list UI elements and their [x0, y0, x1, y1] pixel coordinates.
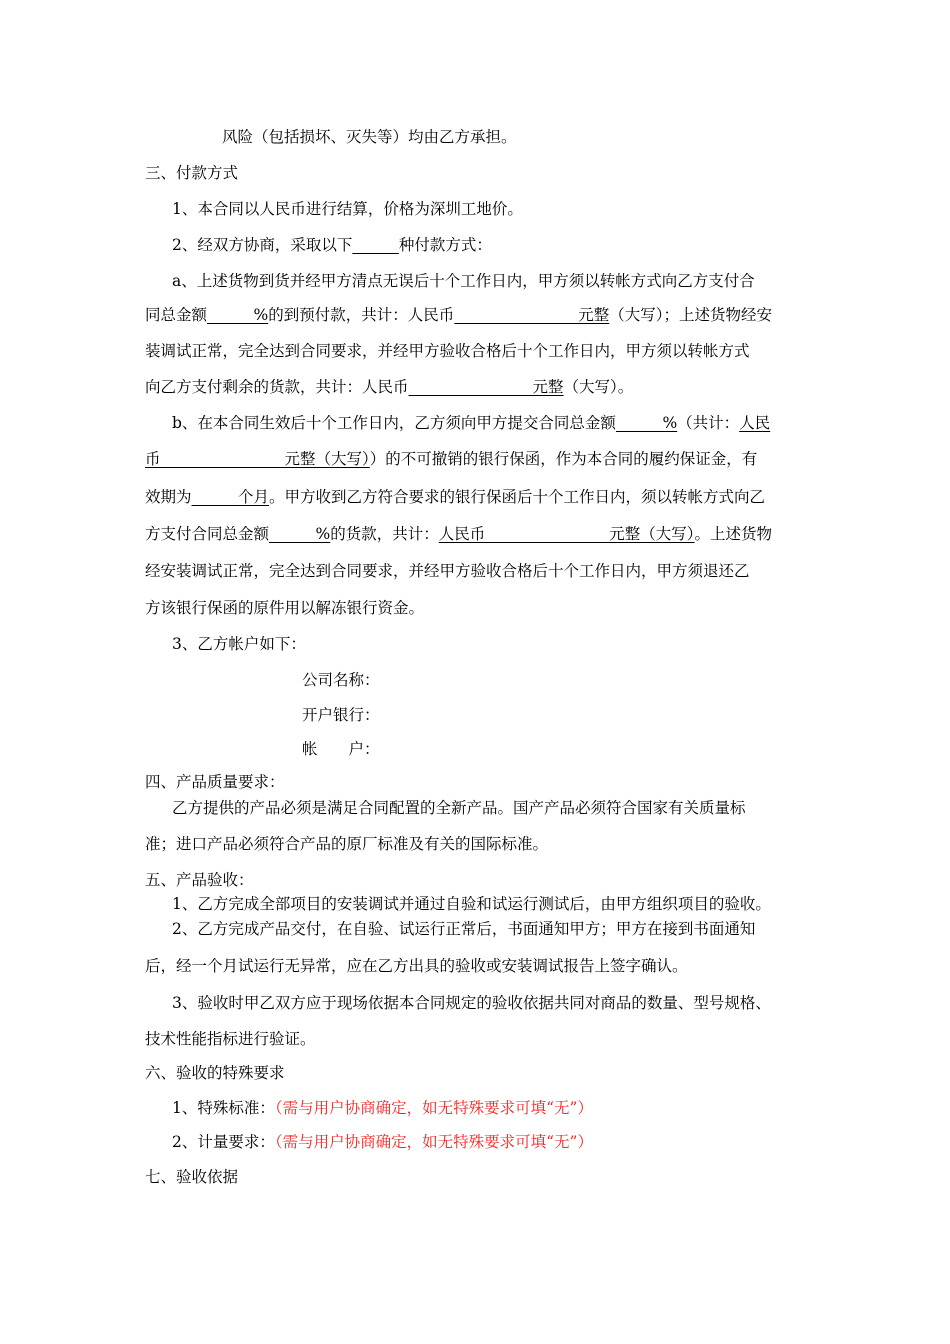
account-field-label: 开户银行： — [302, 706, 380, 724]
section-heading: 六、验收的特殊要求 — [145, 1064, 285, 1082]
blank-field: % — [615, 414, 678, 432]
blank-field: 元整 — [408, 378, 564, 396]
account-field-label: 帐 户： — [302, 740, 380, 758]
section-heading: 五、产品验收： — [145, 871, 254, 889]
red-note: （需与用户协商确定，如无特殊要求可填“无”） — [274, 1099, 593, 1117]
text-line: a、上述货物到货并经甲方清点无误后十个工作日内，甲方须以转帐方式向乙方支付合 — [172, 272, 755, 290]
blank-field: % — [207, 306, 269, 324]
blank-field: % — [269, 525, 331, 543]
text-line: 向乙方支付剩余的货款，共计：人民币 元整（大写）。 — [145, 378, 634, 396]
text-line: 乙方提供的产品必须是满足合同配置的全新产品。国产产品必须符合国家有关质量标 — [172, 799, 746, 817]
text-line: 方该银行保函的原件用以解冻银行资金。 — [145, 599, 425, 617]
text-line: 币 元整（大写））的不可撤销的银行保函，作为本合同的履约保证金，有 — [145, 450, 758, 468]
blank-field: 个月 — [191, 488, 270, 506]
section-heading: 七、验收依据 — [145, 1168, 239, 1186]
section-heading: 四、产品质量要求： — [145, 773, 285, 791]
section-heading: 三、付款方式 — [145, 164, 239, 182]
text-line: 2、计量要求：（需与用户协商确定，如无特殊要求可填“无”） — [172, 1133, 593, 1151]
text-line: 1、特殊标准：（需与用户协商确定，如无特殊要求可填“无”） — [172, 1099, 593, 1117]
text-line: 技术性能指标进行验证。 — [145, 1030, 316, 1048]
blank-field: 元整 — [454, 306, 610, 324]
text-line: 方支付合同总金额 %的货款，共计：人民币 元整（大写）。上述货物 — [145, 525, 773, 543]
text-line: 效期为 个月。甲方收到乙方符合要求的银行保函后十个工作日内，须以转帐方式向乙 — [145, 488, 766, 506]
text-line: 3、验收时甲乙双方应于现场依据本合同规定的验收依据共同对商品的数量、型号规格、 — [172, 994, 771, 1012]
account-field-label: 公司名称： — [302, 671, 380, 689]
text-line: 1、乙方完成全部项目的安装调试并通过自验和试运行测试后，由甲方组织项目的验收。 — [172, 895, 771, 913]
text-line: b、在本合同生效后十个工作日内，乙方须向甲方提交合同总金额 %（共计：人民 — [172, 414, 771, 432]
text-line: 准；进口产品必须符合产品的原厂标准及有关的国际标准。 — [145, 835, 549, 853]
red-note: （需与用户协商确定，如无特殊要求可填“无”） — [274, 1133, 593, 1151]
text-line: 2、乙方完成产品交付，在自验、试运行正常后，书面通知甲方；甲方在接到书面通知 — [172, 920, 756, 938]
text-line: 2、经双方协商，采取以下 种付款方式： — [172, 236, 492, 254]
text-line: 同总金额 %的到预付款，共计：人民币 元整（大写）；上述货物经安 — [145, 306, 773, 324]
blank-field: 币 元整（大写） — [145, 450, 370, 468]
text-line: 风险（包括损坏、灭失等）均由乙方承担。 — [222, 128, 517, 146]
blank-field: 人民币 元整（大写） — [438, 525, 695, 543]
blank-field — [352, 236, 399, 254]
text-line: 后，经一个月试运行无异常，应在乙方出具的验收或安装调试报告上签字确认。 — [145, 957, 688, 975]
text-line: 经安装调试正常，完全达到合同要求，并经甲方验收合格后十个工作日内，甲方须退还乙 — [145, 562, 750, 580]
text-line: 1、本合同以人民币进行结算，价格为深圳工地价。 — [172, 200, 523, 218]
text-line: 3、乙方帐户如下： — [172, 635, 306, 653]
text-line: 装调试正常，完全达到合同要求，并经甲方验收合格后十个工作日内，甲方须以转帐方式 — [145, 342, 750, 360]
